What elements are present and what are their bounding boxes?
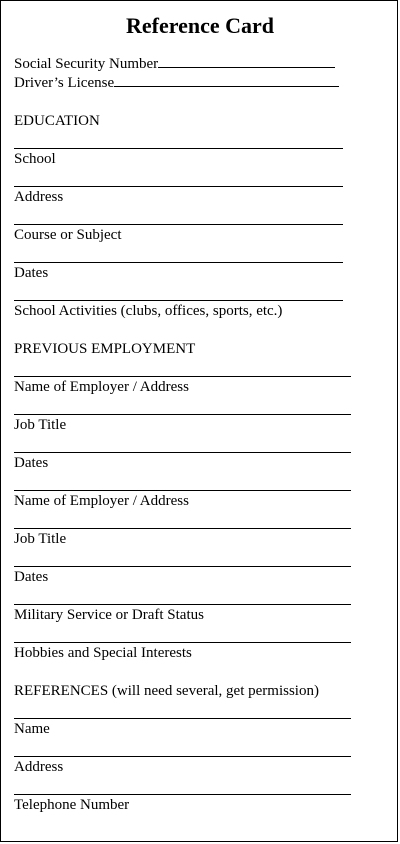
job-title2-label: Job Title <box>14 531 67 547</box>
hobbies-field[interactable] <box>14 642 351 643</box>
employer1-field[interactable] <box>14 376 351 377</box>
employment-dates2-label: Dates <box>14 569 49 585</box>
employment-heading: PREVIOUS EMPLOYMENT <box>14 341 196 357</box>
school-label: School <box>14 151 56 167</box>
education-dates-field[interactable] <box>14 262 343 263</box>
employment-dates2-field[interactable] <box>14 566 351 567</box>
reference-phone-field[interactable] <box>14 794 351 795</box>
school-address-field[interactable] <box>14 186 343 187</box>
job-title2-field[interactable] <box>14 528 351 529</box>
license-row <box>14 74 339 92</box>
hobbies-label: Hobbies and Special Interests <box>14 645 192 661</box>
reference-name-field[interactable] <box>14 718 351 719</box>
card-title: Reference Card <box>125 13 275 38</box>
references-heading: REFERENCES (will need several, get permission) <box>14 683 319 699</box>
military-field[interactable] <box>14 604 351 605</box>
reference-address-label: Address <box>14 759 64 775</box>
military-label: Military Service or Draft Status <box>14 607 204 623</box>
school-address-label: Address <box>14 189 64 205</box>
ssn-label: Social Security Number <box>14 56 159 72</box>
course-label: Course or Subject <box>14 227 122 243</box>
employer1-label: Name of Employer / Address <box>14 379 189 395</box>
reference-phone-label: Telephone Number <box>14 797 130 813</box>
license-label: Driver’s License <box>14 75 115 91</box>
activities-label: School Activities (clubs, offices, sports, etc.) <box>14 303 283 319</box>
education-dates-label: Dates <box>14 265 49 281</box>
ssn-field[interactable] <box>158 55 335 68</box>
employer2-field[interactable] <box>14 490 351 491</box>
ssn-row <box>14 55 335 73</box>
course-field[interactable] <box>14 224 343 225</box>
employment-dates1-field[interactable] <box>14 452 351 453</box>
license-field[interactable] <box>114 74 339 87</box>
reference-address-field[interactable] <box>14 756 351 757</box>
education-heading: EDUCATION <box>14 113 100 129</box>
reference-name-label: Name <box>14 721 50 737</box>
activities-field[interactable] <box>14 300 343 301</box>
school-field[interactable] <box>14 148 343 149</box>
job-title1-label: Job Title <box>14 417 67 433</box>
employment-dates1-label: Dates <box>14 455 49 471</box>
employer2-label: Name of Employer / Address <box>14 493 189 509</box>
job-title1-field[interactable] <box>14 414 351 415</box>
